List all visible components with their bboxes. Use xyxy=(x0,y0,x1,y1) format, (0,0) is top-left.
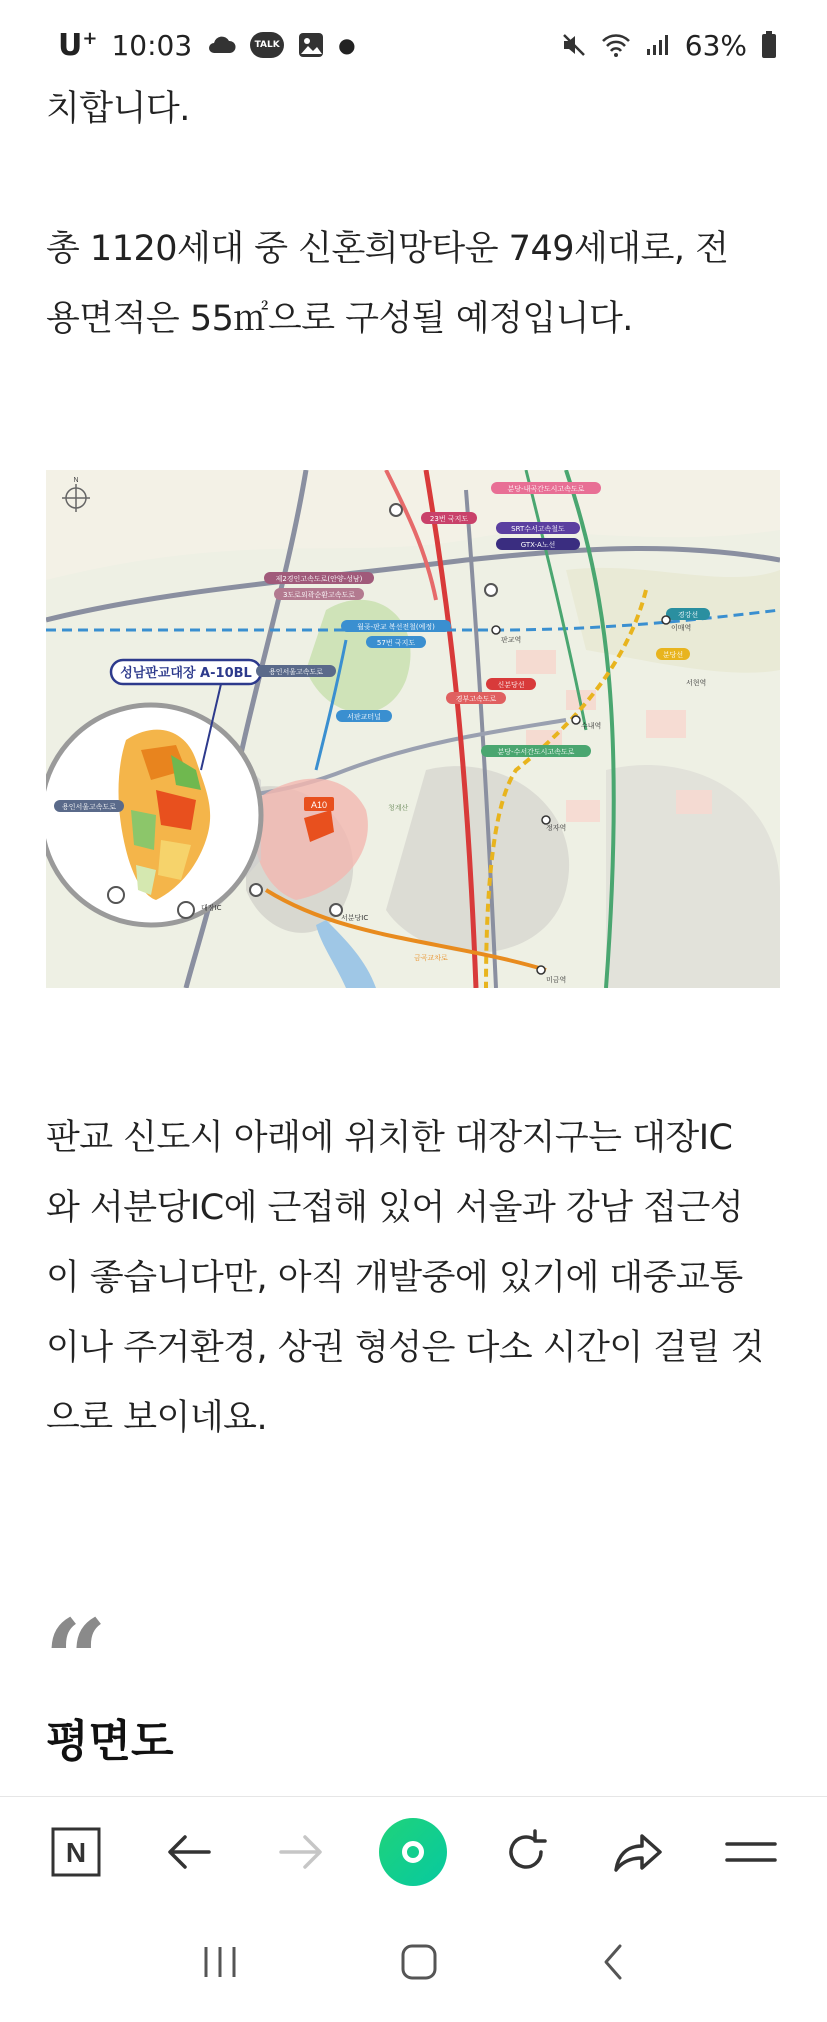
bundang-line-label: 분당선 xyxy=(662,651,684,659)
route57-label: 57번 국지도 xyxy=(376,639,416,647)
gtx-label: GTX-A노선 xyxy=(520,541,556,549)
seohyeon-station-label: 서현역 xyxy=(686,679,707,687)
paragraph-units-line2: 용면적은 55㎡으로 구성될 예정입니다. xyxy=(46,299,633,339)
imae-station-label: 이매역 xyxy=(671,624,692,632)
paragraph-location-line3: 이 좋습니다만, 아직 개발중에 있기에 대중교통 xyxy=(46,1258,743,1298)
refresh-button[interactable] xyxy=(491,1817,561,1887)
spacer xyxy=(46,144,786,214)
green-dot-button[interactable] xyxy=(378,1817,448,1887)
system-back-button[interactable] xyxy=(598,1942,628,1986)
status-right xyxy=(561,29,777,62)
paragraph-units-line1: 총 1120세대 중 신혼희망타운 749세대로, 전 xyxy=(46,229,729,269)
system-navigation-bar xyxy=(0,1906,827,2022)
quote-mark-icon: “ xyxy=(44,1595,108,1724)
gallery-icon xyxy=(298,32,324,58)
sunae-station-label: 수내역 xyxy=(581,722,602,730)
share-icon xyxy=(612,1830,664,1874)
recent-apps-icon xyxy=(200,1945,240,1979)
mute-icon xyxy=(561,32,587,58)
yongin-seoul-inset-label: 용인서울고속도로 xyxy=(61,803,117,811)
srt-label: SRT수서고속철도 xyxy=(511,525,565,533)
arrow-left-icon xyxy=(165,1832,213,1872)
cloud-icon xyxy=(206,35,236,55)
jeongja-station-label: 정자역 xyxy=(546,824,567,832)
kakaotalk-icon: TALK xyxy=(250,32,284,58)
signal-icon xyxy=(645,33,671,57)
status-left xyxy=(58,28,356,63)
site-label: A10 xyxy=(310,800,328,810)
gyeonggang-label: 경강선 xyxy=(677,611,699,619)
daejang-ic-label: 대장IC xyxy=(201,904,222,912)
carrier-label xyxy=(58,28,97,63)
carrier-sup: + xyxy=(82,27,98,49)
migeum-station-label: 미금역 xyxy=(546,976,567,984)
seopan-tunnel-label: 서판교터널 xyxy=(347,713,381,721)
pangyo-station-label: 판교역 xyxy=(501,636,522,644)
battery-percent: 63% xyxy=(684,28,747,62)
sinbundang-label: 신분당선 xyxy=(497,681,525,689)
arrow-right-icon xyxy=(277,1832,325,1872)
recent-apps-button[interactable] xyxy=(200,1945,240,1983)
callout-label: 성남판교대장 A-10BL xyxy=(120,666,252,681)
yongin-seoul-label: 용인서울고속도로 xyxy=(268,668,324,676)
menu-button[interactable] xyxy=(716,1817,786,1887)
paragraph-location-line4: 이나 주거환경, 상권 형성은 다소 시간이 걸릴 것 xyxy=(46,1328,764,1368)
gyeongbu-label: 경부고속도로 xyxy=(455,695,497,703)
bundang-suseo-label: 분당-수서간도시고속도로 xyxy=(497,748,575,756)
second-gyeongin-label: 제2경인고속도로(안양-성남) xyxy=(275,575,363,583)
uiwang-pangyo-label: 월곶-판교 복선전철(예정) xyxy=(357,623,435,631)
carrier-text: U xyxy=(58,27,83,63)
paragraph-location-line2: 와 서분당IC에 근접해 있어 서울과 강남 접근성 xyxy=(46,1188,744,1228)
forward-button[interactable] xyxy=(266,1817,336,1887)
north-label: N xyxy=(73,477,79,484)
refresh-icon xyxy=(501,1827,551,1877)
hamburger-menu-icon xyxy=(725,1837,777,1867)
expressway3-label: 3도로외곽순환고속도로 xyxy=(282,591,356,599)
green-dot-icon xyxy=(379,1818,447,1886)
home-button[interactable] xyxy=(399,1942,439,1986)
article-body xyxy=(46,74,786,354)
cheonggye-label: 청계산 xyxy=(388,804,409,812)
share-button[interactable] xyxy=(603,1817,673,1887)
article-body-2 xyxy=(46,1103,786,1453)
paragraph-location-line1: 판교 신도시 아래에 위치한 대장지구는 대장IC xyxy=(46,1118,733,1158)
map-svg xyxy=(46,470,780,988)
geumgok-label: 금곡교차로 xyxy=(414,954,448,962)
home-square-icon xyxy=(399,1942,439,1982)
wifi-icon xyxy=(601,32,631,58)
section-title: 평면도 xyxy=(46,1716,174,1767)
battery-icon xyxy=(761,31,777,59)
notification-dot-icon: ● xyxy=(338,33,356,57)
location-map-image xyxy=(46,470,780,988)
seobundang-ic-label: 서분당IC xyxy=(341,914,369,922)
chevron-left-icon xyxy=(598,1942,628,1982)
paragraph-intro-tail: 치합니다. xyxy=(46,89,190,129)
browser-toolbar xyxy=(0,1796,827,1906)
naver-n-text: N xyxy=(66,1836,87,1868)
paragraph-location-line5: 으로 보이네요. xyxy=(46,1398,268,1438)
back-button[interactable] xyxy=(154,1817,224,1887)
route23-label: 23번 국지도 xyxy=(429,515,469,523)
naver-n-icon xyxy=(50,1826,102,1878)
naver-home-button[interactable] xyxy=(41,1817,111,1887)
clock: 10:03 xyxy=(111,28,193,62)
bundang-naegok-label: 분당-내곡간도시고속도로 xyxy=(507,485,585,493)
